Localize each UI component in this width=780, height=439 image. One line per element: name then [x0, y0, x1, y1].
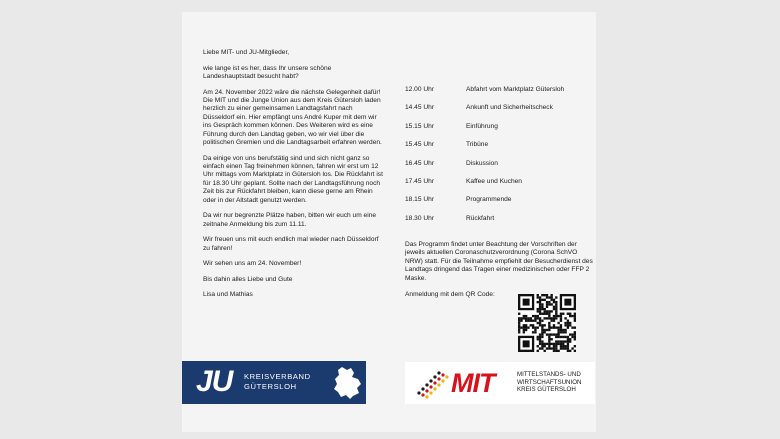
- schedule-time: 16.45 Uhr: [405, 159, 434, 167]
- ju-caption-line2: GÜTERSLOH: [244, 381, 297, 391]
- schedule-row: [405, 215, 590, 233]
- registration-label: Anmeldung mit dem QR Code:: [405, 290, 495, 298]
- schedule-event: Rückfahrt: [466, 214, 495, 222]
- schedule-event: Tribüne: [466, 141, 489, 149]
- schedule-row: [405, 86, 590, 104]
- schedule-row: [405, 196, 590, 214]
- letter-paragraph: Da einige von uns berufstätig sind und sich nicht ganz so einfach einen Tag freinehmen können, fahren wir erst um 12 Uhr mittags vom Marktplatz in Gütersloh los. Die Rückfahrt ist für 18.30 Uhr geplant. Sollte nach der Landtagsführung noch Zeit bis zur Rückfahrt bleiben, kann diese gerne am Rhein oder in der Altstadt genutzt werden.: [203, 154, 383, 204]
- qr-code[interactable]: [518, 294, 576, 352]
- mit-mark: MIT: [451, 368, 495, 398]
- corona-notice: Das Programm findet unter Beachtung der Vorschriften der jeweils aktuellen Coronaschutzverordnung (Corona SchVO NRW) statt. Für die Teilnahme empfiehlt der Besucherdienst des Landtags dringend das Tragen einer medizinischen oder FFP 2 Maske.: [405, 241, 593, 282]
- letter-paragraph: Wir freuen uns mit euch endlich mal wieder nach Düsseldorf zu fahren!: [203, 236, 379, 252]
- ju-caption: [244, 372, 311, 391]
- schedule-row: [405, 160, 590, 178]
- district-map-icon: [332, 366, 362, 400]
- letter-paragraph: wie lange ist es her, dass Ihr unsere schöne Landeshauptstadt besucht habt?: [203, 64, 332, 80]
- schedule-time: 12.00 Uhr: [405, 86, 434, 93]
- closing: Bis dahin alles Liebe und Gute: [203, 275, 293, 283]
- mit-dots-icon: [415, 367, 451, 399]
- ju-mark: JU: [196, 365, 233, 398]
- mit-logo: [405, 362, 595, 404]
- schedule-event: Ankunft und Sicherheitscheck: [466, 104, 553, 112]
- schedule-event: Programmende: [466, 196, 512, 204]
- letter-paragraph: Da wir nur begrenzte Plätze haben, bitten wir euch um eine zeitnahe Anmeldung bis zum 11.11.: [203, 212, 376, 228]
- schedule-row: [405, 104, 590, 122]
- mit-caption-line1: MITTELSTANDS- UND: [517, 371, 581, 378]
- schedule: [405, 86, 590, 233]
- schedule-event: Diskussion: [466, 159, 498, 167]
- mit-caption-line2: WIRTSCHAFTSUNION: [517, 378, 582, 386]
- schedule-event: Kaffee und Kuchen: [466, 177, 522, 185]
- schedule-row: [405, 141, 590, 159]
- letter-body: [203, 49, 383, 307]
- schedule-row: [405, 178, 590, 196]
- qr-code-icon: [518, 294, 576, 352]
- mit-caption-line3: KREIS GÜTERSLOH: [517, 386, 576, 394]
- greeting: Liebe MIT- und JU-Mitglieder,: [203, 49, 290, 56]
- mit-caption: [517, 371, 582, 394]
- schedule-event: Einführung: [466, 122, 498, 130]
- letter-paragraph: Am 24. November 2022 wäre die nächste Gelegenheit dafür! Die MIT und die Junge Union aus dem Kreis Gütersloh laden herzlich zu einer gemeinsamen Landtagsfahrt nach Düsseldorf ein. Hier empfängt uns André Kuper mit dem wir ins Gespräch kommen können. Des Weiteren wird es eine Führung durch den Landtag geben, wo wir viel über die politischen Gremien und die Landtagsarbeit erfahren werden.: [203, 88, 382, 147]
- schedule-time: 14.45 Uhr: [405, 104, 434, 112]
- ju-caption-line1: KREISVERBAND: [244, 372, 311, 381]
- schedule-time: 15.15 Uhr: [405, 122, 434, 130]
- signature: Lisa und Mathias: [203, 291, 253, 299]
- schedule-time: 18.15 Uhr: [405, 196, 434, 204]
- letter-paragraph: Wir sehen uns am 24. November!: [203, 260, 302, 268]
- schedule-time: 18.30 Uhr: [405, 214, 434, 222]
- schedule-row: [405, 123, 590, 141]
- schedule-time: 15.45 Uhr: [405, 141, 434, 149]
- ju-logo: [182, 361, 366, 404]
- schedule-event: Abfahrt vom Marktplatz Gütersloh: [466, 86, 565, 93]
- schedule-time: 17.45 Uhr: [405, 177, 434, 185]
